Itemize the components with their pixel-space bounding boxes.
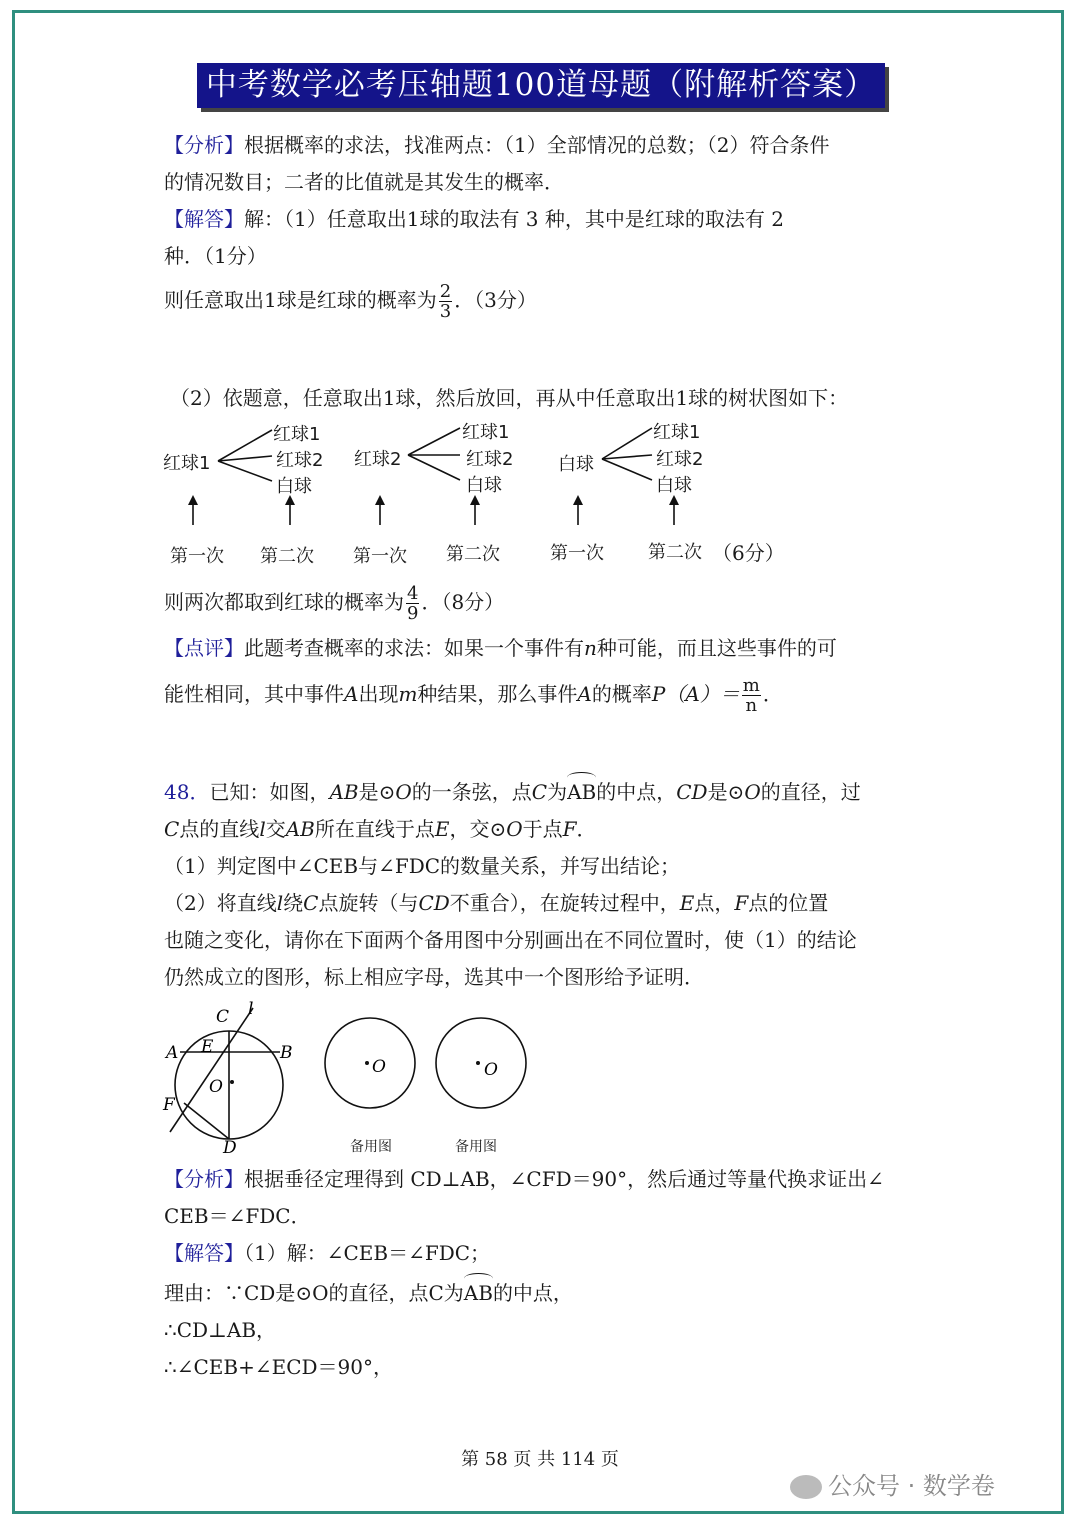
question-number: 48． [164, 780, 210, 804]
q48-text: 点的位置 [748, 891, 829, 915]
math-O: O [506, 817, 523, 841]
q48-answer-line-1 [164, 1239, 490, 1267]
comment-end: ． [762, 682, 783, 706]
probability-line-1 [164, 282, 537, 321]
math-F: F [562, 817, 577, 841]
math-l: l [259, 817, 266, 841]
q48-text: 于点 [522, 817, 563, 841]
math-l: l [276, 891, 284, 915]
q48-line-2 [164, 815, 597, 843]
q48-line-3: （1）判定图中∠CEB与∠FDC的数量关系，并写出结论； [164, 854, 681, 878]
q48-line-6: 仍然成立的图形，标上相应字母，选其中一个图形给予证明． [164, 965, 704, 989]
math-A: A [577, 682, 592, 706]
comment-text: 种可能，而且这些事件的可 [596, 636, 837, 660]
answer-line-2: 种．（1分） [164, 244, 267, 268]
q48-line-5: 也随之变化，请你在下面两个备用图中分别画出在不同位置时，使（1）的结论 [164, 928, 857, 952]
comment-text: 种结果，那么事件 [417, 682, 578, 706]
q48-step-2: ∴∠CEB+∠ECD＝90°， [164, 1355, 393, 1379]
spare-caption: 备用图 [350, 1139, 392, 1155]
q48-text: 绕 [283, 891, 304, 915]
wechat-icon [790, 1475, 822, 1499]
math-C: C [531, 780, 548, 804]
tree-leaf: 红球1 [462, 422, 510, 443]
comment-line-1 [164, 634, 837, 662]
math-F: F [734, 891, 749, 915]
q48-analysis-line-1 [164, 1165, 884, 1193]
comment-text: 此题考查概率的求法：如果一个事件有 [244, 636, 584, 660]
comment-text: 出现 [358, 682, 399, 706]
tree-leaf: 红球1 [273, 424, 321, 445]
fraction-m-n [742, 676, 761, 715]
tree-leaf: 白球 [466, 475, 502, 496]
frac-den: n [745, 695, 758, 716]
label-O: O [209, 1077, 223, 1097]
tree-caption-second: 第二次 [446, 544, 500, 565]
probability-line-2 [164, 584, 504, 623]
tree-score: （6分） [712, 541, 785, 565]
watermark-text: 公众号 · 数学卷 [828, 1472, 995, 1500]
frac-num: 2 [439, 281, 452, 302]
prob1-text: 则任意取出1球是红球的概率为 [164, 288, 437, 312]
analysis-line-1 [164, 131, 829, 159]
frac-den: 3 [439, 301, 452, 322]
q48-reason-line [164, 1279, 573, 1307]
comment-text: 能性相同，其中事件 [164, 682, 344, 706]
tree-root-red1: 红球1 [163, 453, 211, 474]
frac-num: 4 [407, 583, 419, 604]
q48-text: ，交⊙ [449, 817, 507, 841]
tree-leaf: 红球2 [656, 449, 704, 470]
q48-line-4 [164, 889, 828, 917]
spare-center-O: O [372, 1057, 386, 1077]
tree-root-white: 白球 [558, 454, 594, 475]
q48-line-1 [164, 778, 861, 806]
tree-leaf: 红球1 [653, 422, 701, 443]
q48-text: 的中点， [596, 780, 677, 804]
label-E: E [201, 1037, 214, 1057]
tree-diagram [160, 415, 720, 575]
prob2-score: ．（8分） [421, 590, 505, 614]
math-n: n [584, 636, 597, 660]
tree-caption-first: 第一次 [550, 543, 604, 564]
frac-den: 9 [407, 603, 419, 624]
label-C: C [216, 1007, 230, 1027]
reason-text: 的中点， [492, 1281, 573, 1305]
math-O: O [395, 780, 412, 804]
q48-step-1: ∴CD⊥AB， [164, 1318, 277, 1342]
tree-caption-second: 第二次 [260, 546, 314, 567]
fraction-2-3 [439, 282, 452, 321]
answer-tag: 【解答】 [164, 1241, 244, 1265]
q48-text: 不重合），在旋转过程中， [449, 891, 680, 915]
prob2-text: 则两次都取到红球的概率为 [164, 590, 404, 614]
arc-AB: AB [463, 1281, 493, 1305]
spare-center-O: O [484, 1060, 498, 1080]
comment-tag: 【点评】 [164, 636, 244, 660]
math-E: E [434, 817, 450, 841]
math-CD: CD [676, 780, 708, 804]
tree-intro: （2）依题意，任意取出1球，然后放回，再从中任意取出1球的树状图如下： [170, 386, 849, 410]
label-B: B [280, 1043, 293, 1063]
prob1-score: ．（3分） [454, 288, 537, 312]
tree-root-red2: 红球2 [354, 449, 402, 470]
label-A: A [166, 1043, 179, 1063]
q48-text: 点， [694, 891, 735, 915]
q48-text: 所在直线于点 [314, 817, 435, 841]
q48-text: 是⊙ [707, 780, 745, 804]
q48-text: 为 [547, 780, 568, 804]
tree-caption-first: 第一次 [353, 546, 407, 567]
spare-caption: 备用图 [455, 1139, 497, 1155]
arc-AB: AB [567, 780, 597, 804]
q48-text: 点旋转（与 [318, 891, 419, 915]
q48-text: 的一条弦，点 [411, 780, 532, 804]
fraction-4-9 [406, 584, 419, 623]
answer-line-1 [164, 205, 784, 233]
math-m: m [398, 682, 418, 706]
analysis-tag: 【分析】 [164, 133, 244, 157]
math-C: C [164, 817, 180, 841]
tree-caption-second: 第二次 [648, 542, 702, 563]
page-footer: 第 58 页 共 114 页 [461, 1449, 619, 1470]
label-F: F [163, 1095, 175, 1115]
q48-text: 已知：如图， [209, 780, 330, 804]
math-C: C [303, 891, 319, 915]
watermark [790, 1466, 995, 1501]
math-O: O [744, 780, 761, 804]
comment-text: 的概率 [591, 682, 652, 706]
label-D: D [223, 1138, 237, 1158]
q48-text: ． [576, 817, 597, 841]
tree-leaf: 红球2 [276, 450, 324, 471]
math-A: A [344, 682, 359, 706]
tree-leaf: 白球 [656, 475, 692, 496]
q48-text: 点的直线 [179, 817, 260, 841]
q48-text: 的直径，过 [760, 780, 861, 804]
analysis-text: 根据垂径定理得到 CD⊥AB，∠CFD＝90°，然后通过等量代换求证出∠ [244, 1167, 884, 1191]
analysis-tag: 【分析】 [164, 1167, 244, 1191]
analysis-text: 根据概率的求法，找准两点：（1）全部情况的总数；（2）符合条件 [244, 133, 830, 157]
math-E: E [679, 891, 695, 915]
math-AB: AB [285, 817, 315, 841]
answer-text: （1）解：∠CEB＝∠FDC； [244, 1241, 491, 1265]
label-l: l [248, 1000, 254, 1019]
q48-analysis-line-2: CEB＝∠FDC． [164, 1204, 311, 1228]
math-CD: CD [418, 891, 450, 915]
reason-text: 理由：∵CD是⊙O的直径，点C为 [164, 1281, 464, 1305]
q48-text: 是⊙ [358, 780, 396, 804]
tree-leaf: 红球2 [466, 449, 514, 470]
answer-text: 解：（1）任意取出1球的取法有 3 种，其中是红球的取法有 2 [244, 207, 784, 231]
analysis-line-2: 的情况数目；二者的比值就是其发生的概率． [164, 170, 564, 194]
tree-leaf: 白球 [276, 476, 312, 497]
q48-text: 交 [265, 817, 286, 841]
comment-line-2 [164, 676, 783, 715]
answer-tag: 【解答】 [164, 207, 244, 231]
math-AB: AB [329, 780, 359, 804]
page-banner-title: 中考数学必考压轴题100道母题（附解析答案） [197, 63, 885, 108]
math-P: P（A）＝ [651, 682, 740, 706]
frac-num: m [742, 675, 760, 696]
tree-caption-first: 第一次 [170, 546, 224, 567]
q48-text: （2）将直线 [164, 891, 277, 915]
